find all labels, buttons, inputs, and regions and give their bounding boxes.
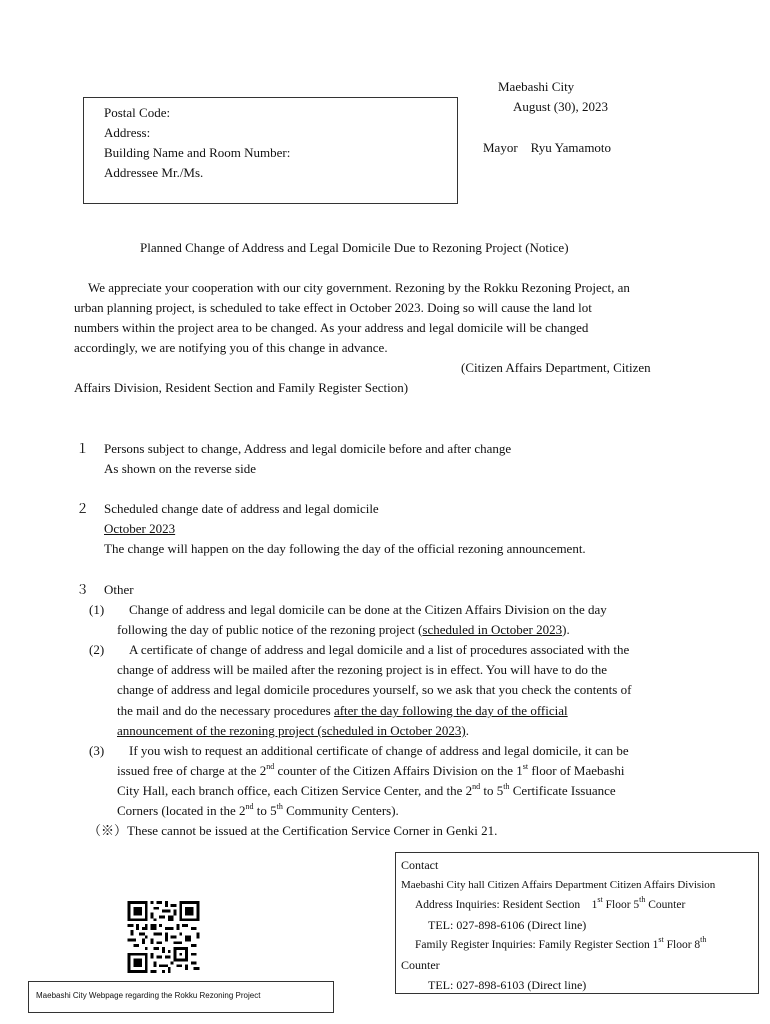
- item-2-line-3: change of address and legal domicile procedures yourself, so we ask that you check the contents of: [117, 682, 632, 697]
- addressee-label: Addressee Mr./Ms.: [104, 165, 204, 180]
- city-name: Maebashi City: [498, 79, 575, 94]
- contact-address-tel: TEL: 027-898-6106 (Direct line): [428, 918, 587, 932]
- building-label: Building Name and Room Number:: [104, 145, 291, 160]
- item-1-underlined-date: scheduled in October 2023: [422, 622, 563, 637]
- item-1-line-1: Change of address and legal domicile can be done at the Citizen Affairs Division on the day: [129, 602, 607, 617]
- postal-code-label: Postal Code:: [104, 105, 171, 120]
- item-2-line-4: the mail and do the necessary procedures after the day following the day of the official: [117, 703, 568, 718]
- item-2-label: (2): [89, 642, 105, 657]
- section-2-heading: Scheduled change date of address and legal domicile: [104, 501, 379, 516]
- section-1-heading: Persons subject to change, Address and legal domicile before and after change: [104, 441, 512, 456]
- intro-line-2: urban planning project, is scheduled to take effect in October 2023. Doing so will cause the land lot: [74, 300, 592, 315]
- qr-code-icon[interactable]: [126, 901, 201, 973]
- item-2-line-1: A certificate of change of address and legal domicile and a list of procedures associated with the: [129, 642, 630, 657]
- contact-address-inquiries: Address Inquiries: Resident Section 1st Floor 5th Counter: [415, 895, 686, 911]
- intro-line-4: accordingly, we are notifying you of this change in advance.: [74, 340, 388, 355]
- item-1-label: (1): [89, 602, 105, 617]
- section-3-number: ３: [76, 582, 90, 597]
- contact-dept: Maebashi City hall Citizen Affairs Department Citizen Affairs Division: [401, 879, 716, 891]
- section-1-body: As shown on the reverse side: [104, 461, 256, 476]
- address-label: Address:: [104, 125, 151, 140]
- notice-date: August (30), 2023: [513, 99, 608, 114]
- item-3-label: (3): [89, 743, 105, 758]
- contact-family-counter: Counter: [401, 958, 440, 972]
- intro-line-5: (Citizen Affairs Department, Citizen: [461, 360, 651, 375]
- mayor-name: Mayor Ryu Yamamoto: [483, 140, 612, 155]
- section-3-heading: Other: [104, 582, 134, 597]
- item-2-underlined-text: after the day following the day of the official: [333, 703, 568, 718]
- note-line: （※）These cannot be issued at the Certification Service Corner in Genki 21.: [88, 823, 498, 838]
- contact-family-tel: TEL: 027-898-6103 (Direct line): [428, 978, 587, 992]
- item-2-line-2: change of address will be mailed after the rezoning project is in effect. You will have to do the: [117, 662, 608, 677]
- item-1-line-2: following the day of public notice of the rezoning project (scheduled in October 2023).: [117, 622, 570, 637]
- section-2-number: ２: [76, 501, 90, 516]
- intro-line-1: We appreciate your cooperation with our city government. Rezoning by the Rokku Rezoning Project, an: [88, 280, 630, 295]
- item-2-underlined-date: announcement of the rezoning project (scheduled in October 2023): [117, 723, 466, 738]
- section-2-date: October 2023: [104, 521, 176, 536]
- intro-line-6: Affairs Division, Resident Section and Family Register Section): [74, 380, 409, 395]
- contact-family-inquiries: Family Register Inquiries: Family Register Section 1st Floor 8th: [415, 935, 707, 951]
- document-title: Planned Change of Address and Legal Domicile Due to Rezoning Project (Notice): [140, 240, 569, 255]
- item-3-line-1: If you wish to request an additional certificate of change of address and legal domicile, it can be: [129, 743, 629, 758]
- qr-caption: Maebashi City Webpage regarding the Rokku Rezoning Project: [36, 991, 261, 1000]
- item-2-line-5: announcement of the rezoning project (scheduled in October 2023).: [117, 723, 469, 738]
- intro-line-3: numbers within the project area to be changed. As your address and legal domicile will be changed: [74, 320, 589, 335]
- section-1-number: １: [76, 441, 90, 456]
- item-3-line-4: Corners (located in the 2nd to 5th Community Centers).: [117, 802, 399, 818]
- section-2-body: The change will happen on the day following the day of the official rezoning announcement.: [104, 541, 586, 556]
- contact-title: Contact: [401, 858, 439, 872]
- item-3-line-2: issued free of charge at the 2nd counter of the Citizen Affairs Division on the 1st floor of Maebashi: [117, 762, 625, 778]
- item-3-line-3: City Hall, each branch office, each Citizen Service Center, and the 2nd to 5th Certificate Issuance: [117, 782, 616, 798]
